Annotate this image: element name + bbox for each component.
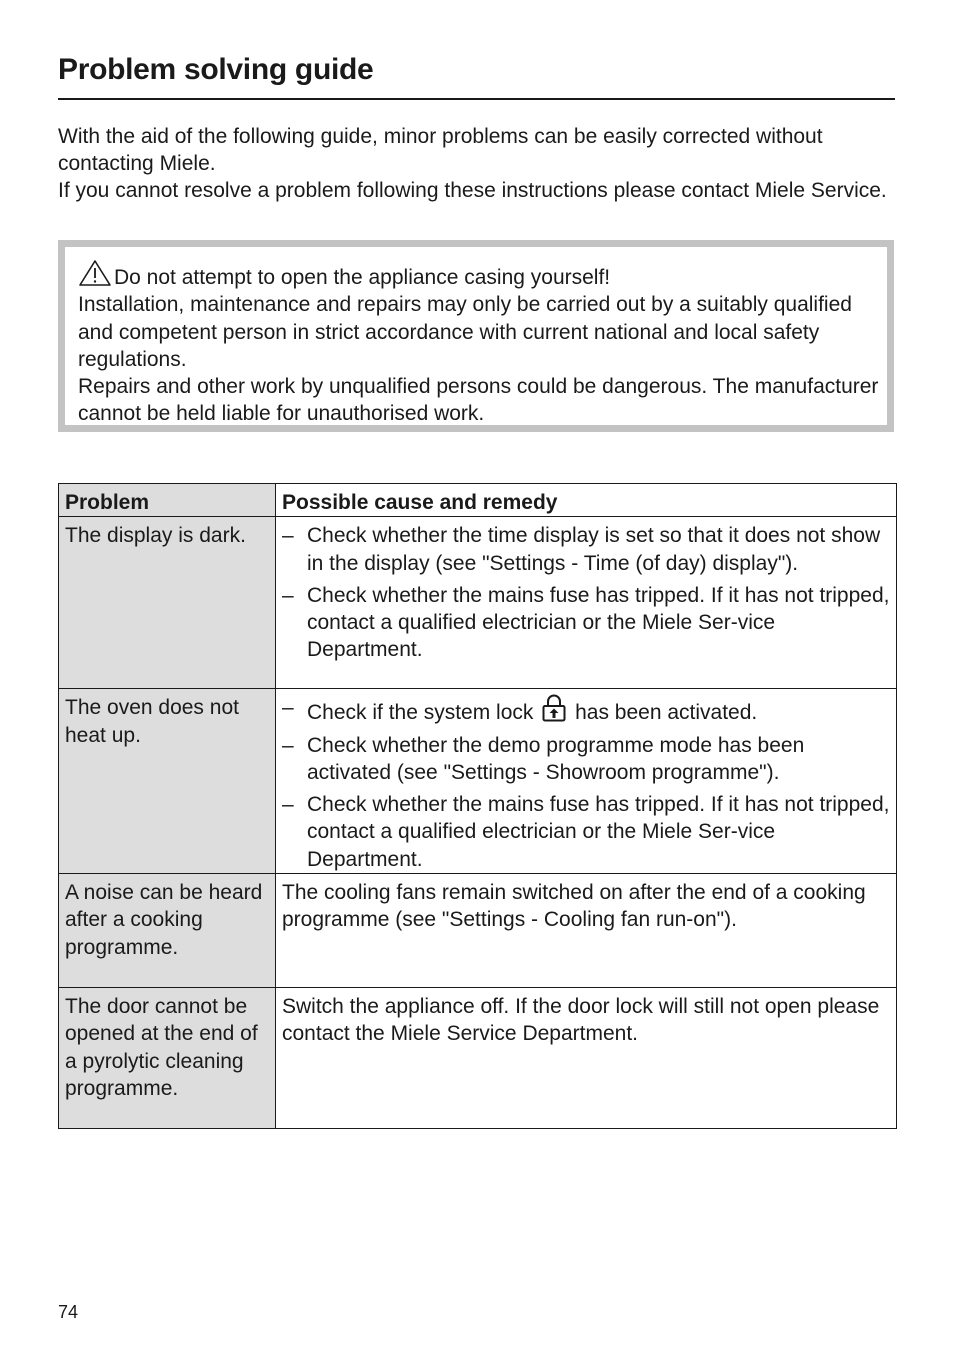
dash-bullet: – <box>282 696 294 720</box>
warning-paragraph: Installation, maintenance and repairs may only be carried out by a suitably qualified and competent person in strict accordance with current national and local safety regulations. <box>78 293 852 371</box>
intro-text <box>58 123 898 205</box>
problem-solving-table <box>58 483 897 1129</box>
remedy-text: Check whether the mains fuse has tripped. If it has not tripped, contact a qualified electrician or the Miele Ser-vice Department. <box>307 583 890 662</box>
page-title: Problem solving guide <box>58 53 374 86</box>
dash-bullet: – <box>282 583 294 607</box>
remedy-cell <box>276 689 897 874</box>
table-row <box>59 689 897 874</box>
remedy-text: Check whether the time display is set so that it does not show in the display (see "Settings - Time (of day) display"). <box>307 524 881 575</box>
problem-cell: The oven does not heat up. <box>59 689 276 874</box>
column-header-remedy: Possible cause and remedy <box>276 484 897 517</box>
title-divider <box>58 98 895 100</box>
remedy-item <box>282 582 890 664</box>
table-row <box>59 874 897 988</box>
remedy-cell: The cooling fans remain switched on after the end of a cooking programme (see "Settings - Cooling fan run-on"). <box>276 874 897 988</box>
warning-text <box>78 259 883 428</box>
remedy-text: Check whether the demo programme mode has been activated (see "Settings - Showroom programme"). <box>307 733 805 784</box>
remedy-list <box>282 694 890 873</box>
remedy-cell: Switch the appliance off. If the door lock will still not open please contact the Miele Service Department. <box>276 988 897 1129</box>
warning-line <box>78 259 883 291</box>
remedy-item <box>282 791 890 873</box>
column-header-problem: Problem <box>59 484 276 517</box>
remedy-list <box>282 522 890 663</box>
remedy-cell <box>276 517 897 689</box>
warning-triangle-icon <box>78 259 112 287</box>
problem-cell: The door cannot be opened at the end of a pyrolytic cleaning programme. <box>59 988 276 1129</box>
dash-bullet: – <box>282 793 294 817</box>
system-lock-icon <box>541 694 567 722</box>
remedy-item <box>282 694 890 726</box>
remedy-text: Check whether the mains fuse has tripped. If it has not tripped, contact a qualified electrician or the Miele Ser-vice Department. <box>307 793 890 871</box>
warning-box <box>58 240 894 432</box>
intro-paragraph: With the aid of the following guide, minor problems can be easily corrected without contacting Miele. <box>58 125 823 176</box>
dash-bullet: – <box>282 733 294 757</box>
warning-paragraph: Repairs and other work by unqualified persons could be dangerous. The manufacturer cannot be held liable for unauthorised work. <box>78 375 879 426</box>
table-row <box>59 517 897 689</box>
remedy-text: has been activated. <box>575 701 758 725</box>
problem-cell: The display is dark. <box>59 517 276 689</box>
remedy-item <box>282 522 890 577</box>
remedy-text: Check if the system lock <box>307 701 534 725</box>
table-header-row <box>59 484 897 517</box>
page-number: 74 <box>58 1302 79 1322</box>
problem-cell: A noise can be heard after a cooking programme. <box>59 874 276 988</box>
remedy-item <box>282 732 890 787</box>
dash-bullet: – <box>282 524 294 548</box>
table-row <box>59 988 897 1129</box>
intro-paragraph: If you cannot resolve a problem following these instructions please contact Miele Service. <box>58 179 887 203</box>
warning-headline: Do not attempt to open the appliance casing yourself! <box>114 266 611 289</box>
